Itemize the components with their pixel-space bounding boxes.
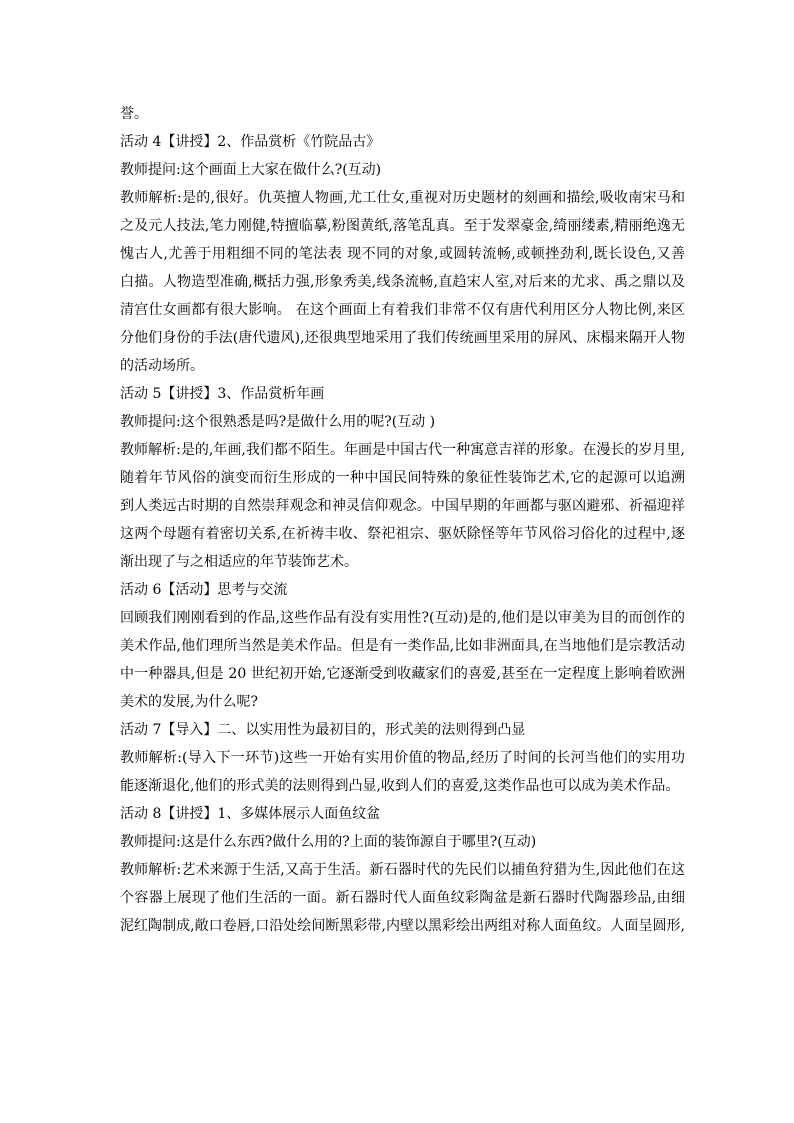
activity-4-heading: 活动 4【讲授】2、作品赏析《竹院品古》 bbox=[120, 134, 381, 150]
text-line: 个容器上展现了他们生活的一面。新石器时代人面鱼纹彩陶盆是新石器时代陶器珍品,由细 bbox=[120, 890, 685, 906]
text-line: 白描。人物造型准确,概括力强,形象秀美,线条流畅,直趋宋人室,对后来的尤求、禹之鼎以及 bbox=[120, 274, 685, 290]
text-line: 回顾我们刚刚看到的作品,这些作品有没有实用性?(互动)是的,他们是以审美为目的而创作的 bbox=[120, 610, 685, 626]
text-line: 的活动场所。 bbox=[120, 358, 204, 374]
text-line: 之及元人技法,笔力刚健,特擅临摹,粉图黄纸,落笔乱真。至于发翠豪金,绮丽缕素,精丽绝逸无 bbox=[120, 218, 685, 234]
text-line: 中一种器具,但是 20 世纪初开始,它逐渐受到收藏家们的喜爱,甚至在一定程度上影响着欧洲 bbox=[120, 666, 685, 682]
paragraph-continuation: 誉。 bbox=[120, 106, 148, 122]
text-line: 教师解析:艺术来源于生活,又高于生活。新石器时代的先民们以捕鱼狩猎为生,因此他们在这 bbox=[120, 862, 685, 878]
text-line: 泥红陶制成,敞口卷唇,口沿处绘间断黑彩带,内壁以黑彩绘出两组对称人面鱼纹。人面呈圆形, bbox=[120, 918, 685, 934]
text-line: 教师解析:(导入下一环节)这些一开始有实用价值的物品,经历了时间的长河当他们的实用功 bbox=[120, 750, 685, 766]
text-line: 渐出现了与之相适应的年节装饰艺术。 bbox=[120, 554, 358, 570]
text-line: 教师解析:是的,年画,我们都不陌生。年画是中国古代一种寓意吉祥的形象。在漫长的岁月里, bbox=[120, 442, 685, 458]
teacher-question: 教师提问:这是什么东西?做什么用的?上面的装饰源自于哪里?(互动) bbox=[120, 834, 537, 850]
text-line: 随着年节风俗的演变而衍生形成的一种中国民间特殊的象征性装饰艺术,它的起源可以追溯 bbox=[120, 470, 685, 486]
text-line: 这两个母题有着密切关系,在祈祷丰收、祭祀祖宗、驱妖除怪等年节风俗习俗化的过程中,逐 bbox=[120, 526, 685, 542]
text-line: 美术作品,他们理所当然是美术作品。但是有一类作品,比如非洲面具,在当地他们是宗教活动 bbox=[120, 638, 685, 654]
teacher-question: 教师提问:这个很熟悉是吗?是做什么用的呢?(互动 ) bbox=[120, 414, 436, 430]
activity-7-heading: 活动 7【导入】二、以实用性为最初目的，形式美的法则得到凸显 bbox=[120, 722, 526, 738]
text-line: 到人类远古时期的自然崇拜观念和神灵信仰观念。中国早期的年画都与驱凶避邪、祈福迎祥 bbox=[120, 498, 685, 514]
text-line: 清宫仕女画都有很大影响。 在这个画面上有着我们非常不仅有唐代利用区分人物比例,来区 bbox=[120, 302, 685, 318]
text-line: 愧古人,尤善于用粗细不同的笔法表 现不同的对象,或圆转流畅,或顿挫劲利,既长设色,又善 bbox=[120, 246, 685, 262]
text-line: 能逐渐退化,他们的形式美的法则得到凸显,收到人们的喜爱,这类作品也可以成为美术作品。 bbox=[120, 778, 680, 794]
activity-6-heading: 活动 6【活动】思考与交流 bbox=[120, 582, 288, 598]
activity-5-heading: 活动 5【讲授】3、作品赏析年画 bbox=[120, 386, 325, 402]
text-line: 美术的发展,为什么呢? bbox=[120, 694, 258, 710]
document-page bbox=[120, 100, 685, 940]
teacher-question: 教师提问:这个画面上大家在做什么?(互动) bbox=[120, 162, 382, 178]
text-line: 分他们身份的手法(唐代遗风),还很典型地采用了我们传统画里采用的屏风、床榻来隔开人物 bbox=[120, 330, 685, 346]
text-line: 教师解析:是的,很好。仇英擅人物画,尤工仕女,重视对历史题材的刻画和描绘,吸收南宋马和 bbox=[120, 190, 685, 206]
activity-8-heading: 活动 8【讲授】1、多媒体展示人面鱼纹盆 bbox=[120, 806, 381, 822]
